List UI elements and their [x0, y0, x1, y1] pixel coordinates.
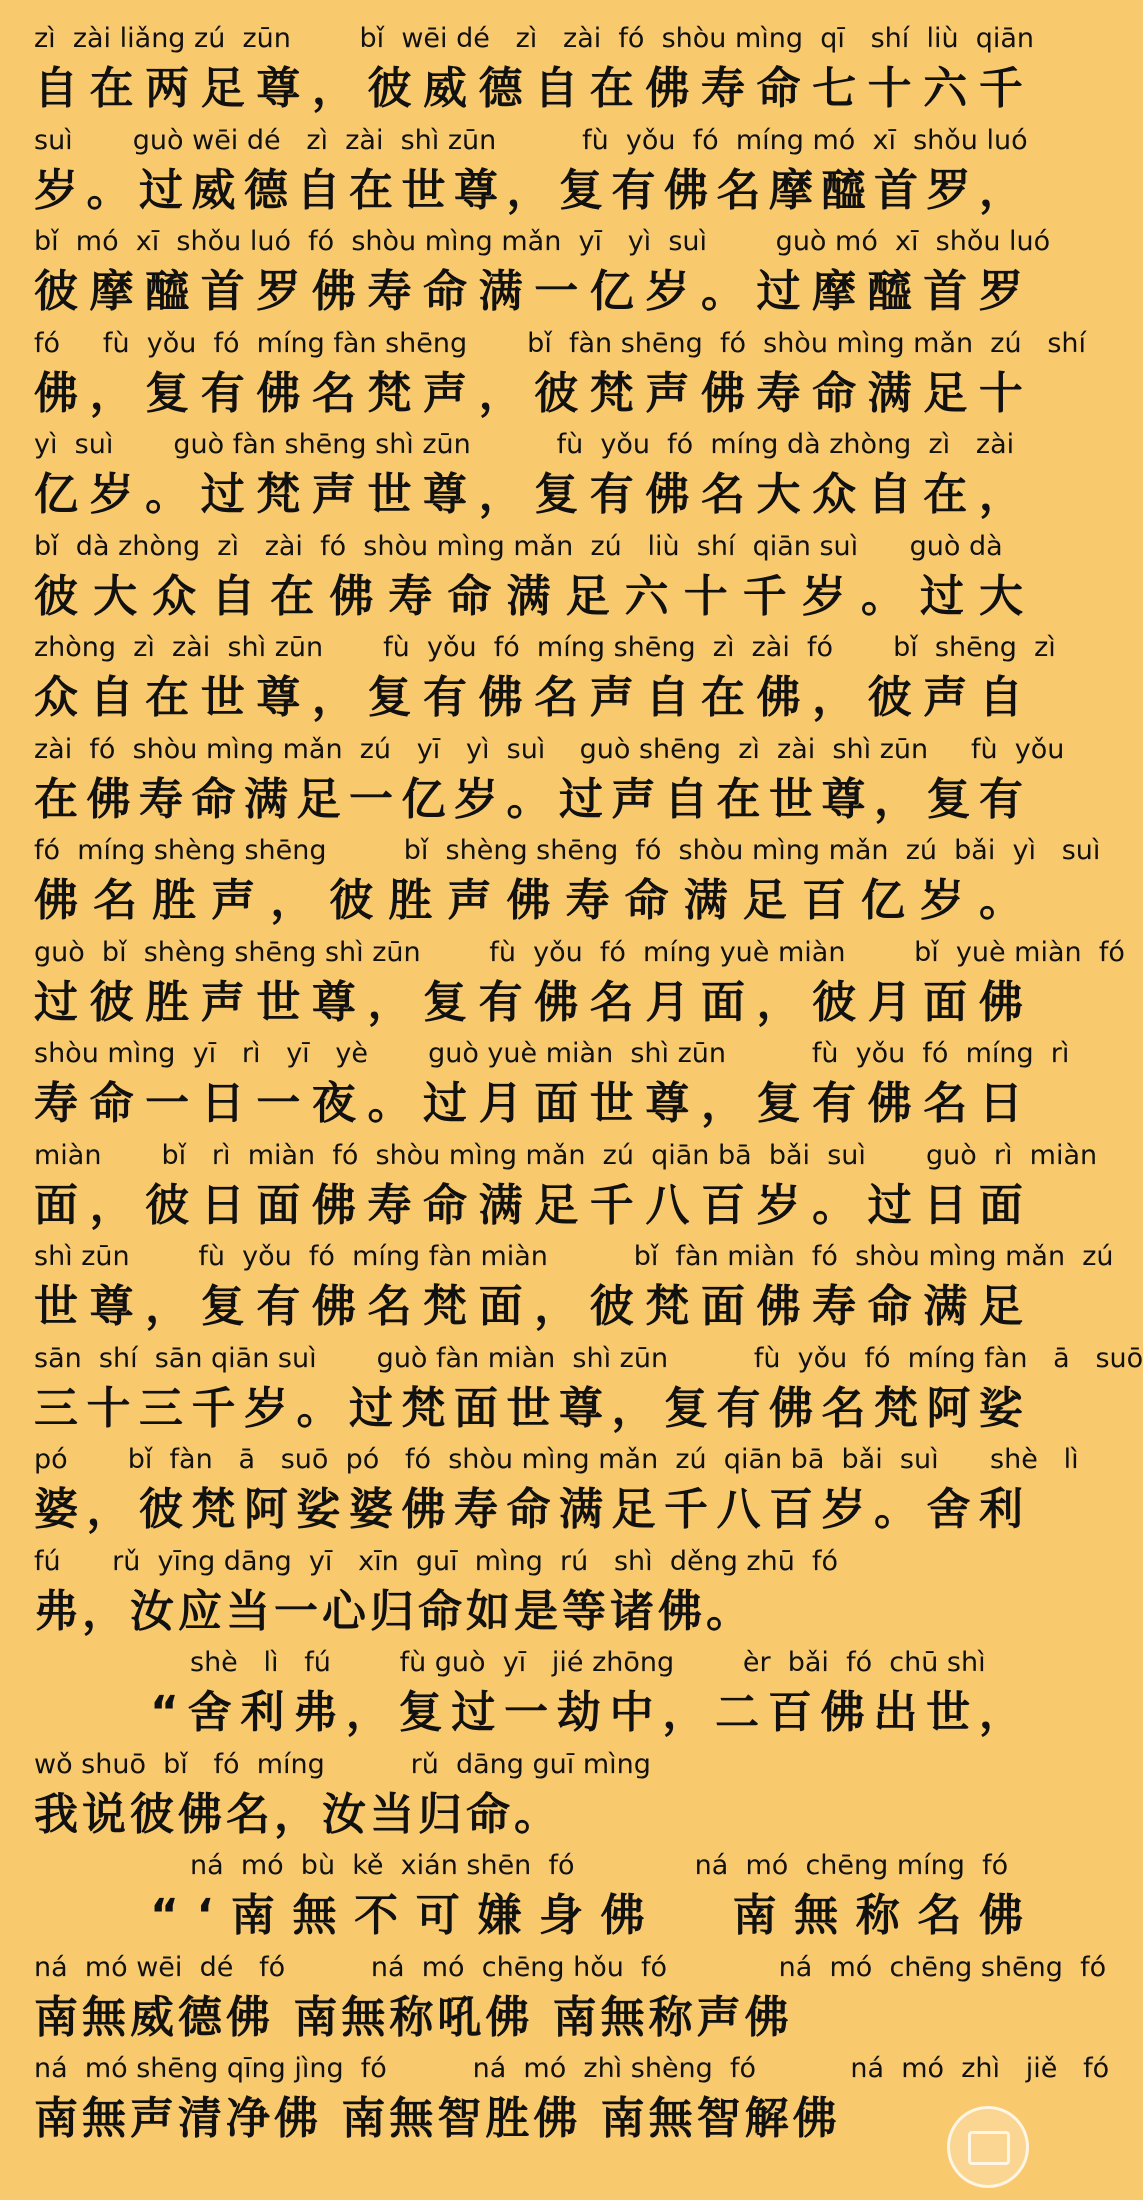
hanzi-line: 世 尊 ， 复 有 佛 名 梵 面 ， 彼 梵 面 佛 寿 命 满 足 — [34, 1281, 1023, 1332]
pinyin-line: bǐ dà zhòng zì zài fó shòu mìng mǎn zú liù shí qiān suì guò dà — [34, 531, 1003, 562]
hanzi-line: 寿 命 一 日 一 夜 。 过 月 面 世 尊 ， 复 有 佛 名 日 — [34, 1078, 1023, 1129]
pinyin-line: zhòng zì zài shì zūn fù yǒu fó míng shēng zì zài fó bǐ shēng zì — [34, 632, 1056, 663]
text-line — [0, 22, 1041, 123]
hanzi-line: 三 十 三 千 岁 。 过 梵 面 世 尊 ， 复 有 佛 名 梵 阿 娑 — [34, 1383, 1023, 1434]
hanzi-line: 众 自 在 世 尊 ， 复 有 佛 名 声 自 在 佛 ， 彼 声 自 — [34, 672, 1023, 723]
hanzi-line: “ ‘ 南 無 不 可 嫌 身 佛 南 無 称 名 佛 — [150, 1890, 1023, 1941]
text-line — [0, 1951, 1107, 2052]
text-line — [0, 1646, 1041, 1747]
pinyin-line: ná mó bù kě xián shēn fó ná mó chēng míng fó — [190, 1850, 1009, 1881]
text-line — [0, 1240, 1114, 1341]
seal-logo — [947, 2106, 1029, 2188]
pinyin-line: ná mó shēng qīng jìng fó ná mó zhì shèng fó ná mó zhì jiě fó — [34, 2053, 1110, 2084]
hanzi-line: 在 佛 寿 命 满 足 一 亿 岁 。 过 声 自 在 世 尊 ， 复 有 — [34, 774, 1023, 825]
hanzi-line: “ 舍 利 弗 ， 复 过 一 劫 中 ， 二 百 佛 出 世 ， — [150, 1687, 1023, 1738]
pinyin-line: shè lì fú fù guò yī jié zhōng èr bǎi fó chū shì — [190, 1647, 986, 1678]
pinyin-line: suì guò wēi dé zì zài shì zūn fù yǒu fó míng mó xī shǒu luó — [34, 125, 1028, 156]
text-line — [0, 327, 1086, 428]
pinyin-line: zài fó shòu mìng mǎn zú yī yì suì guò shēng zì zài shì zūn fù yǒu — [34, 734, 1065, 765]
hanzi-line: 南無声清净佛 南無智胜佛 南無智解佛 — [34, 2093, 841, 2144]
text-line — [0, 1849, 1041, 1950]
text-line — [0, 1037, 1070, 1138]
text-line — [0, 530, 1041, 631]
hanzi-line: 亿 岁 。 过 梵 声 世 尊 ， 复 有 佛 名 大 众 自 在 ， — [34, 469, 1023, 520]
text-line — [0, 936, 1125, 1037]
hanzi-line: 面 ， 彼 日 面 佛 寿 命 满 足 千 八 百 岁 。 过 日 面 — [34, 1180, 1023, 1231]
hanzi-line: 彼 摩 醯 首 罗 佛 寿 命 满 一 亿 岁 。 过 摩 醯 首 罗 — [34, 266, 1023, 317]
hanzi-line: 岁 。 过 威 德 自 在 世 尊 ， 复 有 佛 名 摩 醯 首 罗 ， — [34, 165, 1023, 216]
text-line — [0, 631, 1056, 732]
pinyin-line: pó bǐ fàn ā suō pó fó shòu mìng mǎn zú qiān bā bǎi suì shè lì — [34, 1444, 1079, 1475]
pinyin-line: zì zài liǎng zú zūn bǐ wēi dé zì zài fó shòu mìng qī shí liù qiān — [34, 23, 1035, 54]
text-line — [0, 2052, 1110, 2153]
text-line — [0, 1545, 1041, 1646]
hanzi-line: 南無威德佛 南無称吼佛 南無称声佛 — [34, 1992, 793, 2043]
text-line — [0, 733, 1065, 834]
pinyin-line: shì zūn fù yǒu fó míng fàn miàn bǐ fàn miàn fó shòu mìng mǎn zú — [34, 1241, 1114, 1272]
hanzi-line: 我说彼佛名，汝当归命。 — [34, 1789, 562, 1840]
pinyin-line: guò bǐ shèng shēng shì zūn fù yǒu fó míng yuè miàn bǐ yuè miàn fó — [34, 937, 1125, 968]
hanzi-line: 婆 ， 彼 梵 阿 娑 婆 佛 寿 命 满 足 千 八 百 岁 。 舍 利 — [34, 1484, 1023, 1535]
hanzi-line: 过 彼 胜 声 世 尊 ， 复 有 佛 名 月 面 ， 彼 月 面 佛 — [34, 977, 1023, 1028]
pinyin-line: sān shí sān qiān suì guò fàn miàn shì zūn fù yǒu fó míng fàn ā suō — [34, 1343, 1143, 1374]
hanzi-line: 自 在 两 足 尊 ， 彼 威 德 自 在 佛 寿 命 七 十 六 千 — [34, 63, 1023, 114]
hanzi-line: 彼 大 众 自 在 佛 寿 命 满 足 六 十 千 岁 。 过 大 — [34, 571, 1023, 622]
hanzi-line: 佛 ， 复 有 佛 名 梵 声 ， 彼 梵 声 佛 寿 命 满 足 十 — [34, 368, 1023, 419]
text-line — [0, 428, 1041, 529]
pinyin-line: fú rǔ yīng dāng yī xīn guī mìng rú shì děng zhū fó — [34, 1546, 839, 1577]
text-line — [0, 124, 1041, 225]
text-line — [0, 225, 1051, 326]
hanzi-line: 佛 名 胜 声 ， 彼 胜 声 佛 寿 命 满 足 百 亿 岁 。 — [34, 875, 1023, 926]
text-line — [0, 834, 1101, 935]
pinyin-line: bǐ mó xī shǒu luó fó shòu mìng mǎn yī yì suì guò mó xī shǒu luó — [34, 226, 1051, 257]
pinyin-line: yì suì guò fàn shēng shì zūn fù yǒu fó míng dà zhòng zì zài — [34, 429, 1015, 460]
pinyin-line: fó míng shèng shēng bǐ shèng shēng fó shòu mìng mǎn zú bǎi yì suì — [34, 835, 1101, 866]
pinyin-line: miàn bǐ rì miàn fó shòu mìng mǎn zú qiān bā bǎi suì guò rì miàn — [34, 1140, 1098, 1171]
text-line — [0, 1443, 1079, 1544]
text-line — [0, 1748, 1041, 1849]
pinyin-line: fó fù yǒu fó míng fàn shēng bǐ fàn shēng fó shòu mìng mǎn zú shí — [34, 328, 1086, 359]
hanzi-line: 弗，汝应当一心归命如是等诸佛。 — [34, 1586, 754, 1637]
text-line — [0, 1342, 1143, 1443]
pinyin-line: wǒ shuō bǐ fó míng rǔ dāng guī mìng — [34, 1749, 651, 1780]
pinyin-line: shòu mìng yī rì yī yè guò yuè miàn shì zūn fù yǒu fó míng rì — [34, 1038, 1070, 1069]
text-line — [0, 1139, 1098, 1240]
pinyin-line: ná mó wēi dé fó ná mó chēng hǒu fó ná mó chēng shēng fó — [34, 1952, 1107, 1983]
